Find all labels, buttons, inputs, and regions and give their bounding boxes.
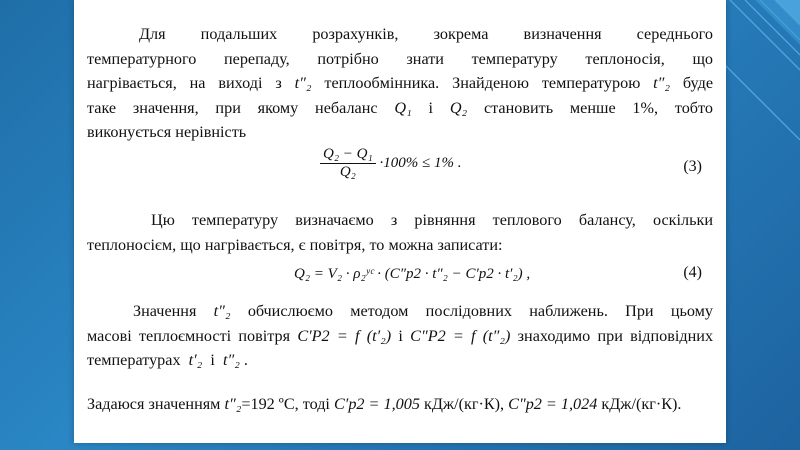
p3-line-3: температурах t′₂ і t″₂ . [87, 351, 248, 370]
p3-line-1: Значення t″₂ обчислюємо методом послідовних наближень. При цьому [133, 302, 714, 320]
symbol-t2pp: t″₂ [213, 302, 231, 320]
symbol-q2: Q₂ [449, 98, 468, 117]
paragraph-3 [87, 299, 713, 373]
paragraph-2 [87, 208, 713, 257]
paragraph-4: Задаюся значенням t″₂=192 ºС, тоді C′p2 = 1,005 кДж/(кг·К), C″p2 = 1,024 кДж/(кг·К). [87, 395, 682, 413]
paragraph-1 [87, 22, 713, 145]
symbol-t2pp: t″₂ [653, 74, 671, 93]
document-page [74, 0, 726, 443]
symbol-q1: Q₁ [394, 98, 412, 117]
p1-line-2: температурного перепаду, потрібно знати температуру теплоносія, що [87, 49, 713, 68]
equation-3: $\frac{\text{Q₂ − Q₁}}{\text{Q₂}}$ ·100% ≤ 1% . [320, 146, 461, 181]
equation-3-number: (3) [683, 158, 702, 175]
p1-line-5: виконується нерівність [87, 123, 247, 142]
equation-4: Q₂ = V₂ · ρ₂ʸᶜ · (C″p2 · t″₂ − C′p2 · t′₂) , [294, 266, 531, 282]
fraction: $\frac{\text{Q₂ − Q₁}}{\text{Q₂}}$ [320, 146, 376, 181]
symbol-t2pp: t″₂ [224, 395, 242, 413]
p1-line-4: таке значення, при якому небаланс Q₁ і Q₂ становить менше 1%, тобто [87, 98, 713, 117]
p1-line-1: Для подальших розрахунків, зокрема визначення середнього [139, 25, 713, 43]
symbol-t2pp: t″₂ [294, 74, 312, 93]
p2-line-2: теплоносієм, що нагрівається, є повітря, то можна записати: [87, 235, 503, 254]
p2-line-1: Цю температуру визначаємо з рівняння теплового балансу, оскільки [151, 211, 713, 229]
p3-line-2: масові теплоємності повітря C′P2 = f (t′₂) і C″P2 = f (t″₂) знаходимо при відповідних [87, 326, 714, 345]
equation-4-number: (4) [683, 264, 702, 281]
p1-line-3: нагрівається, на виході з t″₂ теплообмінника. Знайденою температурою t″₂ буде [87, 74, 714, 93]
